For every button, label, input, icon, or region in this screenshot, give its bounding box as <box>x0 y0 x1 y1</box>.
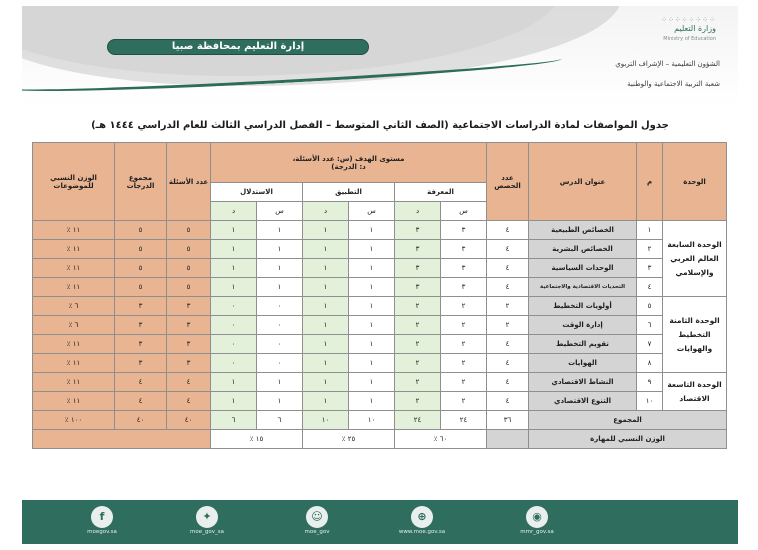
level-cell-as: ١ <box>349 221 395 240</box>
periods-cell: ٤ <box>487 373 529 392</box>
level-cell-rd: ١ <box>211 221 257 240</box>
total-questions: ٤٠ <box>167 411 211 430</box>
level-cell-as: ١ <box>349 240 395 259</box>
weight-cell: ٦ ٪ <box>33 297 115 316</box>
lesson-title: الوحدات السياسية <box>529 259 637 278</box>
level-cell-ks: ٣ <box>441 221 487 240</box>
level-cell-rd: ٠ <box>211 354 257 373</box>
header-periods: عدد الحصص <box>487 143 529 221</box>
skill-weight-knowledge: ٦٠ ٪ <box>395 430 487 449</box>
table-row <box>33 392 727 411</box>
footer-link-label: moegov.sa <box>87 529 117 535</box>
footer-link-label: www.moe.gov.sa <box>398 529 446 535</box>
level-cell-ad: ١ <box>303 221 349 240</box>
level-cell-as: ١ <box>349 297 395 316</box>
level-cell-ad: ١ <box>303 316 349 335</box>
footer-link-label: moe_gov_sa <box>190 529 224 535</box>
level-cell-rs: ١ <box>257 221 303 240</box>
level-cell-rs: ١ <box>257 278 303 297</box>
table-row <box>33 354 727 373</box>
level-cell-kd: ٢ <box>395 354 441 373</box>
total-row <box>33 411 727 430</box>
table-row <box>33 240 727 259</box>
marks-cell: ٥ <box>115 259 167 278</box>
row-num: ٢ <box>637 240 663 259</box>
periods-cell: ٤ <box>487 278 529 297</box>
row-num: ١ <box>637 221 663 240</box>
page-title: جدول المواصفات لمادة الدراسات الاجتماعية (الصف الثاني المتوسط – الفصل الدراسي الثالث للعام الدراسي ١٤٤٤ هـ) <box>91 120 669 131</box>
facebook-icon: f <box>91 506 113 528</box>
header-question-count: عدد الأسئلة <box>167 143 211 221</box>
header-unit: الوحدة <box>663 143 727 221</box>
ministry-logo: ⁘⁘⁘⁘⁘⁘⁘⁘ وزارة التعليم Ministry of Education <box>661 16 716 42</box>
lesson-title: تقويم التخطيط <box>529 335 637 354</box>
level-cell-ad: ١ <box>303 297 349 316</box>
weight-cell: ١١ ٪ <box>33 392 115 411</box>
dept-line-1: الشؤون التعليمية – الإشراف التربوي <box>615 60 720 68</box>
footer-bar <box>22 500 738 544</box>
total-ad: ١٠ <box>303 411 349 430</box>
question-count-cell: ٥ <box>167 240 211 259</box>
footer-link[interactable] <box>512 506 562 537</box>
level-cell-rd: ٠ <box>211 335 257 354</box>
weight-cell: ٦ ٪ <box>33 316 115 335</box>
total-label: المجموع <box>529 411 727 430</box>
total-rs: ٦ <box>257 411 303 430</box>
header-d: د <box>211 202 257 221</box>
level-cell-as: ١ <box>349 278 395 297</box>
lesson-title: أولويات التخطيط <box>529 297 637 316</box>
marks-cell: ٥ <box>115 240 167 259</box>
header-total-marks: مجموع الدرجات <box>115 143 167 221</box>
marks-cell: ٥ <box>115 278 167 297</box>
skill-weight-application: ٢٥ ٪ <box>303 430 395 449</box>
periods-cell: ٤ <box>487 392 529 411</box>
periods-cell: ٤ <box>487 354 529 373</box>
level-cell-as: ١ <box>349 259 395 278</box>
header-level: مستوى الهدف (س: عدد الأسئلة، د: الدرجة) <box>211 143 487 183</box>
skill-weight-filler <box>33 430 211 449</box>
youtube-icon: ◉ <box>526 506 548 528</box>
level-cell-ad: ١ <box>303 354 349 373</box>
marks-cell: ٥ <box>115 221 167 240</box>
lesson-title: التنوع الاقتصادي <box>529 392 637 411</box>
weight-cell: ١١ ٪ <box>33 278 115 297</box>
table-row <box>33 373 727 392</box>
row-num: ٤ <box>637 278 663 297</box>
total-as: ١٠ <box>349 411 395 430</box>
periods-cell: ٤ <box>487 240 529 259</box>
question-count-cell: ٥ <box>167 259 211 278</box>
level-cell-ad: ١ <box>303 373 349 392</box>
level-cell-kd: ٢ <box>395 297 441 316</box>
periods-cell: ٢ <box>487 297 529 316</box>
header-s: س <box>257 202 303 221</box>
level-cell-ad: ١ <box>303 259 349 278</box>
marks-cell: ٤ <box>115 373 167 392</box>
weight-cell: ١١ ٪ <box>33 335 115 354</box>
weight-cell: ١١ ٪ <box>33 259 115 278</box>
skill-weight-empty <box>487 430 529 449</box>
level-cell-kd: ٣ <box>395 278 441 297</box>
skill-weight-row <box>33 430 727 449</box>
table-row <box>33 335 727 354</box>
twitter-icon: ✦ <box>196 506 218 528</box>
level-cell-ks: ٢ <box>441 335 487 354</box>
level-cell-rd: ٠ <box>211 316 257 335</box>
total-weight: ١٠٠ ٪ <box>33 411 115 430</box>
level-cell-ks: ٣ <box>441 259 487 278</box>
periods-cell: ٤ <box>487 221 529 240</box>
header-d: د <box>303 202 349 221</box>
marks-cell: ٤ <box>115 392 167 411</box>
level-cell-ks: ٣ <box>441 240 487 259</box>
level-cell-kd: ٣ <box>395 240 441 259</box>
level-cell-rs: ١ <box>257 259 303 278</box>
level-cell-ks: ٢ <box>441 373 487 392</box>
row-num: ٧ <box>637 335 663 354</box>
level-cell-kd: ٢ <box>395 335 441 354</box>
lesson-title: الهوايات <box>529 354 637 373</box>
header-s: س <box>441 202 487 221</box>
level-cell-kd: ٢ <box>395 392 441 411</box>
document-page <box>22 6 738 544</box>
total-marks: ٤٠ <box>115 411 167 430</box>
level-cell-ks: ٢ <box>441 354 487 373</box>
header-s: س <box>349 202 395 221</box>
level-cell-as: ١ <box>349 373 395 392</box>
footer-link[interactable] <box>397 506 447 537</box>
level-cell-rs: ٠ <box>257 297 303 316</box>
level-cell-ks: ٢ <box>441 316 487 335</box>
marks-cell: ٣ <box>115 297 167 316</box>
level-cell-as: ١ <box>349 316 395 335</box>
weight-cell: ١١ ٪ <box>33 373 115 392</box>
level-cell-ad: ١ <box>303 392 349 411</box>
row-num: ١٠ <box>637 392 663 411</box>
unit-name: الوحدة التاسعة الاقتصاد <box>663 373 727 411</box>
question-count-cell: ٤ <box>167 373 211 392</box>
level-cell-rd: ١ <box>211 240 257 259</box>
table-row <box>33 297 727 316</box>
footer-link-label: mmr_gov.sa <box>520 529 554 535</box>
row-num: ٩ <box>637 373 663 392</box>
question-count-cell: ٣ <box>167 297 211 316</box>
unit-name: الوحدة الثامنة التخطيط والهوايات <box>663 297 727 373</box>
footer-link[interactable] <box>182 506 232 537</box>
header-weight: الوزن النسبي للموضوعات <box>33 143 115 221</box>
level-cell-rd: ١ <box>211 392 257 411</box>
level-cell-as: ١ <box>349 335 395 354</box>
lesson-title: النشاط الاقتصادي <box>529 373 637 392</box>
question-count-cell: ٤ <box>167 392 211 411</box>
lesson-title: الخصائص الطبيعية <box>529 221 637 240</box>
row-num: ٣ <box>637 259 663 278</box>
question-count-cell: ٥ <box>167 278 211 297</box>
marks-cell: ٣ <box>115 335 167 354</box>
level-cell-ad: ١ <box>303 335 349 354</box>
level-cell-ad: ١ <box>303 240 349 259</box>
department-banner: إدارة التعليم بمحافظة صبيا <box>107 39 369 55</box>
level-cell-kd: ٢ <box>395 373 441 392</box>
header-reasoning: الاستدلال <box>211 183 303 202</box>
header-application: التطبيق <box>303 183 395 202</box>
level-cell-ks: ٣ <box>441 278 487 297</box>
weight-cell: ١١ ٪ <box>33 240 115 259</box>
lesson-title: الخصائص البشرية <box>529 240 637 259</box>
level-cell-rs: ٠ <box>257 316 303 335</box>
header-d: د <box>395 202 441 221</box>
snapchat-icon: ☺ <box>306 506 328 528</box>
total-kd: ٢٤ <box>395 411 441 430</box>
header-decoration <box>22 6 738 106</box>
weight-cell: ١١ ٪ <box>33 354 115 373</box>
level-cell-rs: ١ <box>257 240 303 259</box>
table-row <box>33 278 727 297</box>
row-num: ٥ <box>637 297 663 316</box>
skill-weight-label: الوزن النسبي للمهارة <box>529 430 727 449</box>
level-cell-ks: ٢ <box>441 297 487 316</box>
marks-cell: ٣ <box>115 316 167 335</box>
dept-line-2: شعبة التربية الاجتماعية والوطنية <box>627 80 720 88</box>
level-cell-rs: ٠ <box>257 354 303 373</box>
periods-cell: ٤ <box>487 259 529 278</box>
level-cell-rs: ٠ <box>257 335 303 354</box>
table-row <box>33 221 727 240</box>
level-cell-ks: ٢ <box>441 392 487 411</box>
total-ks: ٢٤ <box>441 411 487 430</box>
table-row <box>33 316 727 335</box>
header-lesson: عنوان الدرس <box>529 143 637 221</box>
level-cell-rd: ١ <box>211 278 257 297</box>
header-num: م <box>637 143 663 221</box>
specifications-table <box>32 142 727 449</box>
level-cell-rs: ١ <box>257 392 303 411</box>
level-cell-ad: ١ <box>303 278 349 297</box>
level-cell-kd: ٢ <box>395 316 441 335</box>
website-icon: ⊕ <box>411 506 433 528</box>
footer-link[interactable] <box>292 506 342 537</box>
level-cell-kd: ٣ <box>395 259 441 278</box>
level-cell-rd: ١ <box>211 373 257 392</box>
table-row <box>33 259 727 278</box>
row-num: ٨ <box>637 354 663 373</box>
marks-cell: ٣ <box>115 354 167 373</box>
level-cell-rs: ١ <box>257 373 303 392</box>
footer-link-label: moe_gov <box>304 529 330 535</box>
row-num: ٦ <box>637 316 663 335</box>
question-count-cell: ٣ <box>167 335 211 354</box>
level-cell-rd: ١ <box>211 259 257 278</box>
question-count-cell: ٣ <box>167 354 211 373</box>
question-count-cell: ٣ <box>167 316 211 335</box>
weight-cell: ١١ ٪ <box>33 221 115 240</box>
level-cell-kd: ٣ <box>395 221 441 240</box>
periods-cell: ٤ <box>487 335 529 354</box>
skill-weight-reasoning: ١٥ ٪ <box>211 430 303 449</box>
total-rd: ٦ <box>211 411 257 430</box>
footer-link[interactable] <box>77 506 127 537</box>
lesson-title: إدارة الوقت <box>529 316 637 335</box>
level-cell-as: ١ <box>349 354 395 373</box>
level-cell-as: ١ <box>349 392 395 411</box>
total-periods: ٣٦ <box>487 411 529 430</box>
periods-cell: ٢ <box>487 316 529 335</box>
header-knowledge: المعرفة <box>395 183 487 202</box>
unit-name: الوحدة السابعة العالم العربي والإسلامي <box>663 221 727 297</box>
question-count-cell: ٥ <box>167 221 211 240</box>
lesson-title: التحديات الاقتصادية والاجتماعية <box>529 278 637 297</box>
level-cell-rd: ٠ <box>211 297 257 316</box>
